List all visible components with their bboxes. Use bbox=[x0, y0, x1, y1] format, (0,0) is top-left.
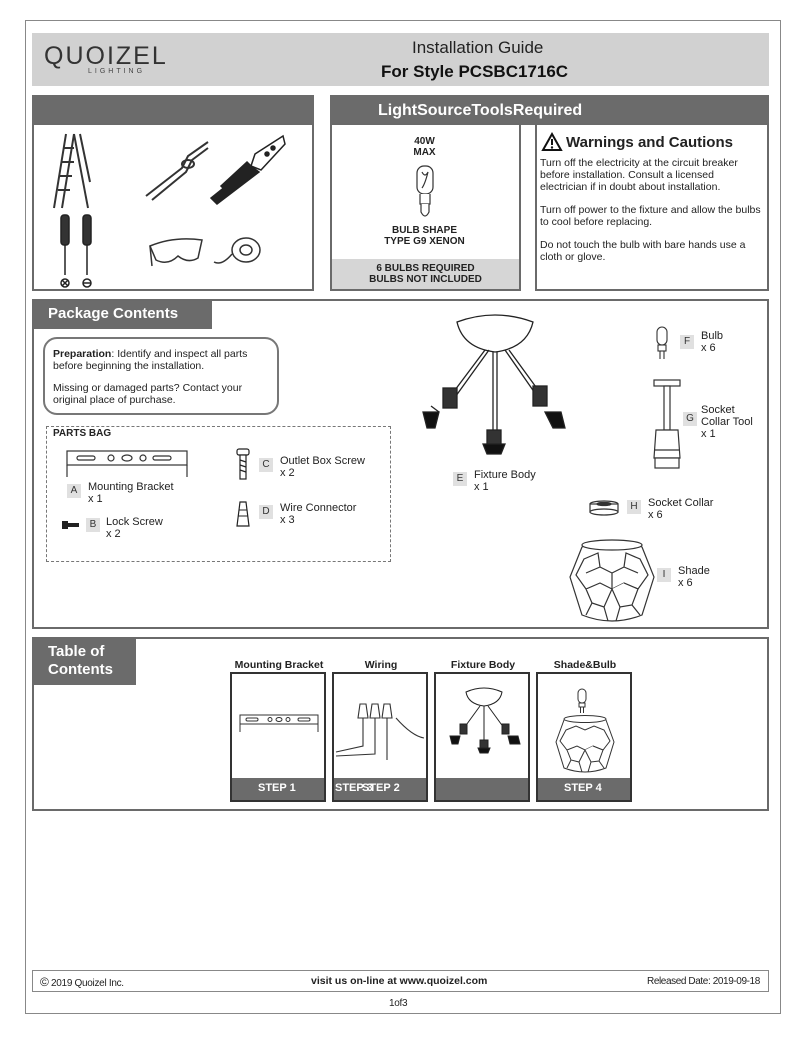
toc-step2-label: STEP 2 bbox=[362, 782, 400, 794]
part-d-qty: x 3 bbox=[280, 514, 295, 526]
electrical-tape-icon bbox=[212, 236, 264, 270]
part-f-name: Bulb bbox=[701, 330, 724, 342]
bulbs-required: 6 BULBS REQUIRED bbox=[376, 263, 475, 274]
preparation-label: Preparation bbox=[53, 348, 112, 360]
part-i-name: Shade bbox=[678, 565, 710, 577]
warning-triangle-icon bbox=[542, 133, 562, 151]
step1-bracket-icon bbox=[238, 712, 320, 734]
bulb-shape-label: BULB SHAPE bbox=[391, 225, 457, 236]
part-letter-b: B bbox=[86, 518, 100, 532]
wire-stripper-icon bbox=[207, 132, 287, 210]
toc-title-line1: Table of bbox=[48, 643, 105, 660]
bulbs-not-included: BULBS NOT INCLUDED bbox=[369, 274, 482, 285]
bulb-type-label: TYPE G9 XENON bbox=[384, 236, 465, 247]
toc-col-wiring: Wiring bbox=[364, 659, 398, 671]
shade-icon bbox=[568, 537, 656, 625]
part-h-label bbox=[648, 497, 713, 521]
part-c-qty: x 2 bbox=[280, 467, 295, 479]
step3-fixture-icon bbox=[444, 686, 524, 754]
ladder-icon bbox=[52, 132, 92, 210]
toc-title-line2: Contents bbox=[48, 661, 113, 678]
toc-title bbox=[48, 643, 113, 679]
part-g-label bbox=[701, 404, 753, 440]
copyright bbox=[40, 975, 124, 989]
bulb-wattage: 40W bbox=[414, 136, 435, 147]
part-b-qty: x 2 bbox=[106, 528, 121, 540]
part-d-name: Wire Connector bbox=[280, 502, 357, 514]
toc-col-fixture: Fixture Body bbox=[450, 659, 516, 671]
preparation-text bbox=[53, 348, 275, 372]
part-letter-h: H bbox=[627, 500, 641, 514]
part-a-qty: x 1 bbox=[88, 493, 103, 505]
warnings-title: Warnings and Cautions bbox=[566, 134, 733, 151]
part-i-qty: x 6 bbox=[678, 577, 693, 589]
bulb-wattage-block bbox=[330, 136, 519, 158]
part-letter-f: F bbox=[680, 335, 694, 349]
part-letter-g: G bbox=[683, 412, 697, 426]
part-a-label bbox=[88, 481, 174, 505]
part-letter-i: I bbox=[657, 568, 671, 582]
part-c-label bbox=[280, 455, 365, 479]
release-date: Released Date: 2019-09-18 bbox=[647, 976, 760, 987]
step2-wiring-icon bbox=[336, 696, 424, 768]
socket-collar-tool-icon bbox=[650, 378, 686, 470]
preparation-body: : Identify and inspect all parts before beginning the installation. bbox=[53, 348, 248, 372]
part-g-name: Socket bbox=[701, 404, 735, 416]
brand-logo: QUOIZEL bbox=[44, 42, 168, 70]
part-letter-a: A bbox=[67, 484, 81, 498]
part-letter-c: C bbox=[259, 458, 273, 472]
style-number: For Style PCSBC1716C bbox=[381, 62, 569, 81]
screwdrivers-icon bbox=[55, 213, 99, 289]
tools-bar-title: LightSourceToolsRequired bbox=[378, 102, 583, 119]
part-h-qty: x 6 bbox=[648, 509, 663, 521]
part-e-qty: x 1 bbox=[474, 481, 489, 493]
copyright-text: 2019 Quoizel Inc. bbox=[51, 978, 124, 989]
wire-connector-icon bbox=[235, 500, 251, 528]
step4-bulb-icon bbox=[576, 688, 588, 714]
part-e-name: Fixture Body bbox=[474, 469, 536, 481]
part-f-qty: x 6 bbox=[701, 342, 716, 354]
missing-parts-text: Missing or damaged parts? Contact your original place of purchase. bbox=[53, 382, 243, 406]
package-title: Package Contents bbox=[48, 305, 179, 322]
brand-sub: LIGHTING bbox=[88, 68, 146, 75]
bulb-max: MAX bbox=[413, 147, 436, 158]
copyright-icon: © bbox=[40, 975, 49, 989]
warning-text-3: Do not touch the bulb with bare hands use a cloth or glove. bbox=[540, 239, 746, 263]
part-b-label bbox=[106, 516, 163, 540]
toc-col-mounting: Mounting Bracket bbox=[234, 659, 324, 671]
page-number: 1of3 bbox=[389, 998, 408, 1009]
warning-text-1: Turn off the electricity at the circuit breaker before installation. Consult a licensed electrician if in doubt about installation. bbox=[540, 157, 738, 193]
bulb-notice-block bbox=[332, 263, 519, 285]
page-title: Installation Guide bbox=[412, 38, 544, 57]
toc-step3-bar bbox=[436, 778, 528, 800]
part-d-label bbox=[280, 502, 356, 526]
parts-bag-label: PARTS BAG bbox=[53, 428, 112, 439]
part-e-label bbox=[474, 469, 536, 493]
part-letter-e: E bbox=[453, 472, 467, 486]
bulb-shape-block bbox=[330, 225, 519, 247]
step4-shade-icon bbox=[554, 714, 616, 774]
part-letter-d: D bbox=[259, 505, 273, 519]
outlet-box-screw-icon bbox=[236, 448, 250, 482]
warning-text-2: Turn off power to the fixture and allow the bulbs to cool before replacing. bbox=[540, 204, 761, 228]
safety-glasses-icon bbox=[148, 236, 206, 270]
socket-collar-icon bbox=[587, 500, 621, 516]
part-i-label bbox=[678, 565, 710, 589]
part-f-label bbox=[701, 330, 723, 354]
g9-bulb-icon bbox=[414, 164, 436, 222]
bulb-icon bbox=[655, 326, 669, 360]
part-c-name: Outlet Box Screw bbox=[280, 455, 365, 467]
fixture-body-icon bbox=[405, 312, 585, 462]
part-g-qty: x 1 bbox=[701, 428, 716, 440]
toc-step1-label: STEP 1 bbox=[258, 782, 296, 794]
lock-screw-icon bbox=[62, 520, 80, 530]
toc-step4-label: STEP 4 bbox=[564, 782, 602, 794]
part-g-name2: Collar Tool bbox=[701, 416, 753, 428]
part-h-name: Socket Collar bbox=[648, 497, 714, 509]
tools-bar-left bbox=[32, 95, 314, 125]
website-text[interactable]: visit us on-line at www.quoizel.com bbox=[311, 975, 488, 987]
part-a-name: Mounting Bracket bbox=[88, 481, 174, 493]
toc-step3-label: STEP 3 bbox=[335, 782, 373, 794]
pliers-icon bbox=[142, 138, 210, 200]
mounting-bracket-icon bbox=[63, 447, 191, 479]
toc-col-shade: Shade&Bulb bbox=[553, 659, 617, 671]
part-b-name: Lock Screw bbox=[106, 516, 163, 528]
